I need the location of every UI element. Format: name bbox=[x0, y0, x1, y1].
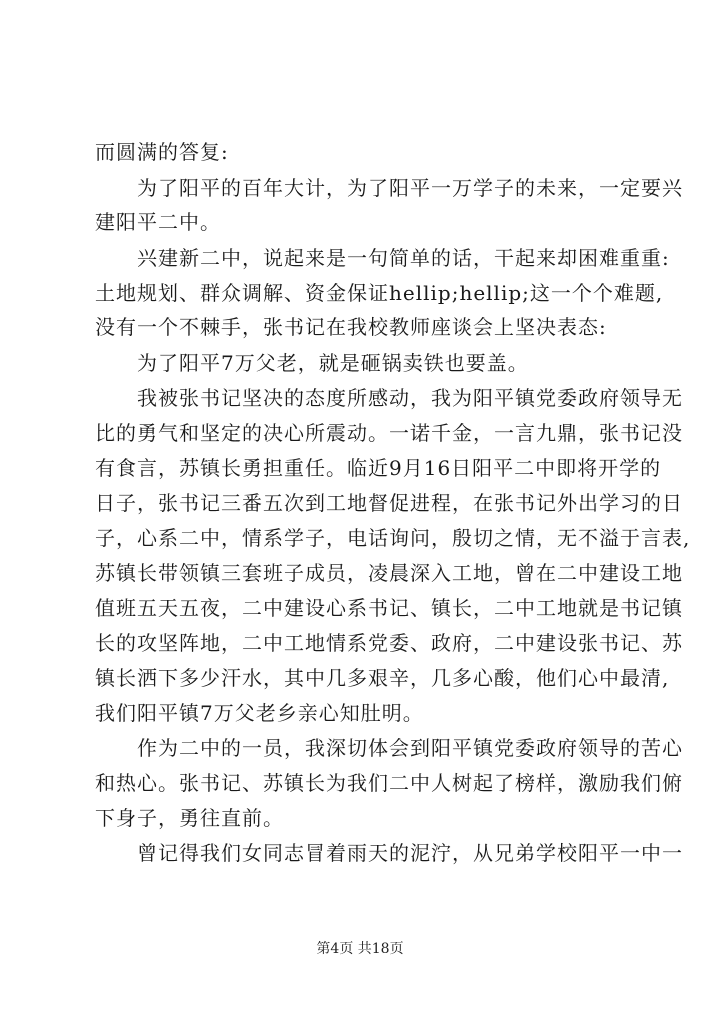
text-line-7: 为了阳平7万父老，就是砸锅卖铁也要盖。 bbox=[137, 351, 529, 375]
text-line-16: 镇长洒下多少汗水，其中几多艰辛，几多心酸，他们心中最清, bbox=[95, 666, 670, 690]
text-line-19: 和热心。张书记、苏镇长为我们二中人树起了榜样，激励我们俯 bbox=[95, 771, 683, 795]
text-line-5: 土地规划、群众调解、资金保证hellip;hellip;这一个个难题, bbox=[95, 281, 664, 305]
text-line-15: 长的攻坚阵地，二中工地情系党委、政府，二中建设张书记、苏 bbox=[95, 631, 683, 655]
text-line-21: 曾记得我们女同志冒着雨天的泥泞，从兄弟学校阳平一中一 bbox=[137, 841, 683, 865]
text-line-2: 为了阳平的百年大计，为了阳平一万学子的未来，一定要兴 bbox=[137, 176, 683, 200]
text-line-14: 值班五天五夜，二中建设心系书记、镇长，二中工地就是书记镇 bbox=[95, 596, 683, 620]
text-line-10: 有食言，苏镇长勇担重任。临近9月16日阳平二中即将开学的 bbox=[95, 456, 662, 480]
text-line-12: 子，心系二中，情系学子，电话询问，殷切之情，无不溢于言表, bbox=[95, 526, 691, 550]
text-line-20: 下身子，勇往直前。 bbox=[95, 806, 284, 830]
text-line-3: 建阳平二中。 bbox=[95, 210, 221, 234]
text-line-17: 我们阳平镇7万父老乡亲心知肚明。 bbox=[95, 701, 424, 725]
page-footer: 第4页 共18页 bbox=[316, 941, 404, 957]
text-line-13: 苏镇长带领镇三套班子成员，凌晨深入工地，曾在二中建设工地 bbox=[95, 561, 683, 585]
text-line-1: 而圆满的答复: bbox=[95, 140, 229, 164]
text-line-18: 作为二中的一员，我深切体会到阳平镇党委政府领导的苦心 bbox=[137, 736, 683, 760]
text-line-4: 兴建新二中，说起来是一句简单的话，干起来却困难重重: bbox=[137, 246, 670, 270]
text-line-6: 没有一个不棘手，张书记在我校教师座谈会上坚决表态: bbox=[95, 315, 607, 339]
text-line-9: 比的勇气和坚定的决心所震动。一诺千金，一言九鼎，张书记没 bbox=[95, 421, 683, 445]
text-line-8: 我被张书记坚决的态度所感动，我为阳平镇党委政府领导无 bbox=[137, 386, 683, 410]
text-line-11: 日子，张书记三番五次到工地督促进程，在张书记外出学习的日 bbox=[95, 491, 683, 515]
